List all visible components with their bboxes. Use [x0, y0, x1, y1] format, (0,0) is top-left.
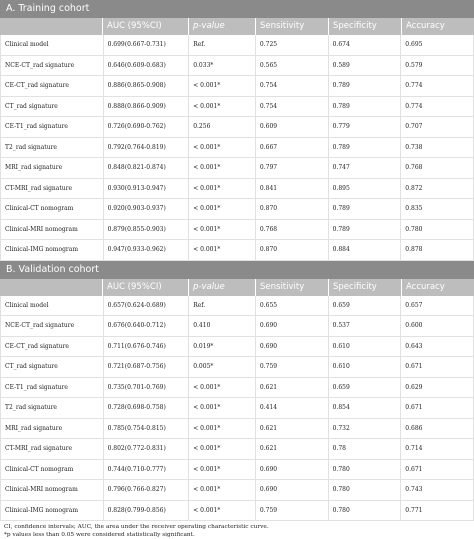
table-cell: 0.019*	[189, 337, 256, 357]
table-cell: 0.792(0.764-0.819)	[104, 138, 190, 158]
table-cell: Ref.	[189, 35, 256, 55]
table-cell: < 0.001*	[189, 439, 256, 459]
table-row	[1, 337, 473, 358]
row-label: Clinical-MRI nomogram	[1, 220, 104, 240]
table-cell: 0.671	[405, 404, 423, 411]
table-cell: 0.659	[329, 378, 402, 398]
table-cell: 0.725	[256, 35, 329, 55]
row-label: CT-MRI_rad signature	[1, 179, 104, 199]
table-row	[1, 501, 473, 522]
table-cell: 0.621	[256, 378, 329, 398]
table-cell: 0.870	[256, 199, 329, 219]
table-cell: 0.796(0.766-0.827)	[104, 480, 190, 500]
table-cell: 0.789	[329, 220, 402, 240]
table-cell: 0.888(0.866-0.909)	[104, 97, 190, 117]
table-cell: 0.779	[329, 117, 402, 137]
row-label: MRI_rad signature	[1, 419, 104, 439]
table-cell: 0.789	[329, 76, 402, 96]
table-cell: 0.610	[329, 357, 402, 377]
table-header	[0, 18, 474, 35]
table-cell: 0.695	[405, 41, 423, 48]
table-cell: 0.714	[405, 445, 423, 452]
table-cell: 0.785(0.754-0.815)	[104, 419, 190, 439]
header-cell	[0, 18, 103, 35]
row-label: Clinical model	[1, 296, 104, 316]
table-cell: 0.947(0.933-0.962)	[104, 240, 190, 260]
table-cell: 0.754	[256, 76, 329, 96]
table-cell: 0.676(0.640-0.712)	[104, 316, 190, 336]
table-cell: 0.780	[329, 460, 402, 480]
table-cell: 0.768	[405, 164, 423, 171]
table-cell: 0.854	[329, 398, 402, 418]
table-cell: 0.797	[256, 158, 329, 178]
table-cell: < 0.001*	[189, 138, 256, 158]
row-label: CT-MRI_rad signature	[1, 439, 104, 459]
footnotes	[0, 523, 474, 539]
table-cell: 0.886(0.865-0.908)	[104, 76, 190, 96]
table-cell: 0.600	[405, 322, 423, 329]
table-cell: < 0.001*	[189, 179, 256, 199]
table-cell: 0.895	[329, 179, 402, 199]
table-row	[1, 179, 473, 200]
table-cell: 0.721(0.687-0.756)	[104, 357, 190, 377]
table-cell: 0.735(0.701-0.769)	[104, 378, 190, 398]
table-cell: 0.565	[256, 56, 329, 76]
table-row	[1, 76, 473, 97]
table-cell: 0.835	[405, 205, 423, 212]
row-label: Clinical-IMG nomogram	[1, 501, 104, 521]
table-cell: 0.771	[405, 506, 423, 514]
table-cell: < 0.001*	[189, 501, 256, 521]
table-cell: 0.768	[256, 220, 329, 240]
header-cell: AUC (95%CI)	[103, 279, 189, 296]
table-cell: 0.711(0.676-0.746)	[104, 337, 190, 357]
table-cell: Ref.	[189, 296, 256, 316]
table-cell: 0.789	[329, 97, 402, 117]
table-cell: 0.671	[405, 465, 423, 473]
row-label: CE-CT_rad signature	[1, 76, 104, 96]
row-label: Clinical-CT nomogram	[1, 199, 104, 219]
table-cell: 0.414	[256, 398, 329, 418]
table-cell: 0.774	[405, 102, 423, 110]
table-cell: 0.621	[256, 419, 329, 439]
table-cell: 0.609	[256, 117, 329, 137]
table-cell: 0.657(0.624-0.689)	[104, 296, 190, 316]
table-cell: 0.659	[329, 296, 402, 316]
table-row	[1, 296, 473, 317]
table-cell: 0.774	[405, 82, 423, 89]
row-label: CE-T1_rad signature	[1, 378, 104, 398]
header-cell: AUC (95%CI)	[103, 18, 189, 35]
table-row	[1, 56, 473, 77]
row-label: CE-CT_rad signature	[1, 337, 104, 357]
header-cell: Specificity	[329, 279, 402, 296]
table-row	[1, 138, 473, 159]
table-cell: < 0.001*	[189, 199, 256, 219]
table-cell: 0.690	[256, 460, 329, 480]
table-cell: 0.690	[256, 480, 329, 500]
table-row	[1, 378, 473, 399]
table-cell: 0.802(0.772-0.831)	[104, 439, 190, 459]
table-cell: 0.780	[329, 480, 402, 500]
footnote: CI, confidence intervals; AUC, the area under the receiver operating characteristic curve.	[4, 524, 269, 530]
row-label: T2_rad signature	[1, 398, 104, 418]
table-cell: 0.744(0.710-0.777)	[104, 460, 190, 480]
table-cell: 0.256	[189, 117, 256, 137]
row-label: T2_rad signature	[1, 138, 104, 158]
table-cell: < 0.001*	[189, 460, 256, 480]
table-header	[0, 279, 474, 296]
table-cell: 0.690	[256, 337, 329, 357]
header-cell: Sensitivity	[256, 18, 329, 35]
table-row	[1, 419, 473, 440]
table-row	[1, 199, 473, 220]
table-cell: 0.671	[405, 363, 423, 370]
table-cell: 0.879(0.855-0.903)	[104, 220, 190, 240]
header-cell: p-value	[189, 279, 256, 296]
table-cell: 0.759	[256, 357, 329, 377]
table-cell: < 0.001*	[189, 378, 256, 398]
table-row	[1, 460, 473, 481]
row-label: NCE-CT_rad signature	[1, 56, 104, 76]
row-label: Clinical model	[1, 35, 104, 55]
table-cell: < 0.001*	[189, 76, 256, 96]
footnote: *p values less than 0.05 were considered statistically significant.	[4, 532, 195, 538]
table-cell: 0.646(0.609-0.683)	[104, 56, 190, 76]
table-cell: 0.930(0.913-0.947)	[104, 179, 190, 199]
table-cell: 0.872	[405, 184, 423, 192]
table-cell: 0.848(0.821-0.874)	[104, 158, 190, 178]
table-cell: 0.005*	[189, 357, 256, 377]
table-cell: 0.732	[329, 419, 402, 439]
row-label: CT_rad signature	[1, 357, 104, 377]
table-cell: 0.657	[405, 301, 423, 309]
header-cell: Accuracy	[406, 281, 445, 292]
header-cell: Accuracy	[406, 21, 445, 31]
table-cell: 0.589	[329, 56, 402, 76]
table-cell: 0.686	[405, 424, 423, 432]
table-cell: < 0.001*	[189, 480, 256, 500]
table-cell: 0.726(0.690-0.762)	[104, 117, 190, 137]
table-cell: 0.789	[329, 138, 402, 158]
table-cell: 0.754	[256, 97, 329, 117]
table-cell: 0.920(0.903-0.937)	[104, 199, 190, 219]
header-cell: Sensitivity	[256, 279, 329, 296]
table-row	[1, 220, 473, 241]
table-cell: 0.789	[329, 199, 402, 219]
row-label: MRI_rad signature	[1, 158, 104, 178]
row-label: NCE-CT_rad signature	[1, 316, 104, 336]
table-cell: 0.738	[405, 143, 423, 151]
table-cell: 0.579	[405, 61, 423, 69]
row-label: Clinical-CT nomogram	[1, 460, 104, 480]
table-cell: < 0.001*	[189, 419, 256, 439]
training-table-body	[0, 35, 474, 261]
table-cell: 0.841	[256, 179, 329, 199]
table-row	[1, 35, 473, 56]
header-cell: Specificity	[329, 18, 402, 35]
table-cell: 0.878	[405, 246, 423, 253]
table-cell: 0.610	[329, 337, 402, 357]
table-row	[1, 316, 473, 337]
section-title-validation: B. Validation cohort	[0, 261, 474, 279]
table-cell: 0.699(0.667-0.731)	[104, 35, 190, 55]
table-cell: 0.884	[329, 240, 402, 260]
table-cell: 0.621	[256, 439, 329, 459]
table-cell: 0.78	[329, 439, 402, 459]
table-cell: 0.747	[329, 158, 402, 178]
table-cell: 0.728(0.698-0.758)	[104, 398, 190, 418]
section-title-training: A. Training cohort	[0, 0, 474, 18]
table-cell: 0.629	[405, 383, 423, 391]
table-cell: < 0.001*	[189, 240, 256, 260]
table-row	[1, 117, 473, 138]
row-label: CT_rad signature	[1, 97, 104, 117]
table-cell: 0.759	[256, 501, 329, 521]
header-cell: p-value	[189, 18, 256, 35]
table-cell: 0.655	[256, 296, 329, 316]
table-cell: < 0.001*	[189, 220, 256, 240]
row-label: CE-T1_rad signature	[1, 117, 104, 137]
table-cell: 0.780	[405, 225, 423, 233]
table-cell: 0.707	[405, 123, 423, 130]
table-cell: 0.537	[329, 316, 402, 336]
table-cell: < 0.001*	[189, 158, 256, 178]
validation-table-body	[0, 296, 474, 522]
table-row	[1, 480, 473, 501]
table-cell: 0.667	[256, 138, 329, 158]
table-cell: 0.870	[256, 240, 329, 260]
table-cell: 0.033*	[189, 56, 256, 76]
table-cell: 0.643	[405, 342, 423, 350]
table-cell: 0.743	[405, 486, 423, 493]
table-row	[1, 97, 473, 118]
table-row	[1, 439, 473, 460]
table-cell: 0.410	[189, 316, 256, 336]
row-label: Clinical-MRI nomogram	[1, 480, 104, 500]
table-cell: < 0.001*	[189, 398, 256, 418]
table-row	[1, 398, 473, 419]
table-row	[1, 240, 473, 261]
table-cell: 0.690	[256, 316, 329, 336]
table-row	[1, 158, 473, 179]
row-label: Clinical-IMG nomogram	[1, 240, 104, 260]
table-cell: 0.828(0.799-0.856)	[104, 501, 190, 521]
table-cell: < 0.001*	[189, 97, 256, 117]
header-cell	[0, 279, 103, 296]
table-row	[1, 357, 473, 378]
table-cell: 0.674	[329, 35, 402, 55]
table-cell: 0.780	[329, 501, 402, 521]
